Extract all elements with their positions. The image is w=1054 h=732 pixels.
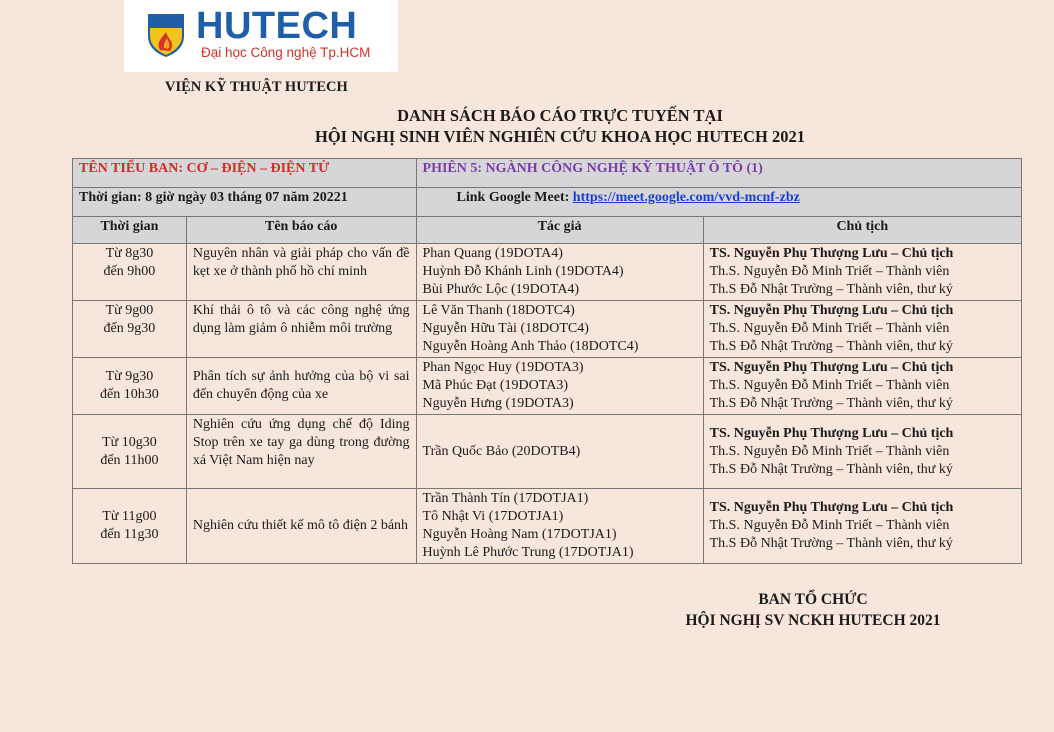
authors — [416, 489, 703, 564]
report-title: Khí thải ô tô và các công nghệ ứng dụng làm giảm ô nhiễm môi trường — [186, 301, 416, 358]
member: Th.S. Nguyễn Đỗ Minh Triết – Thành viên — [709, 321, 950, 336]
organizer-line2: HỘI NGHỊ SV NCKH HUTECH 2021 — [685, 612, 941, 629]
authors — [416, 358, 703, 415]
secretary: Th.S Đỗ Nhật Trường – Thành viên, thư ký — [709, 282, 953, 297]
author: Phan Quang (19DOTA4) — [422, 246, 563, 261]
table-row — [73, 244, 1022, 301]
author: Huỳnh Lê Phước Trung (17DOTJA1) — [422, 545, 634, 560]
report-title: Nghiên cứu thiết kế mô tô điện 2 bánh — [186, 489, 416, 564]
chairs — [703, 489, 1021, 564]
table-row — [73, 489, 1022, 564]
session-time: Thời gian: 8 giờ ngày 03 tháng 07 năm 20221 — [73, 188, 417, 217]
time-end: đến 9h00 — [103, 264, 156, 279]
report-title: Phân tích sự ảnh hưởng của bộ vi sai đến chuyển động của xe — [186, 358, 416, 415]
author: Trần Quốc Bảo (20DOTB4) — [422, 443, 581, 459]
row-time — [73, 415, 187, 489]
schedule-table — [72, 158, 1022, 564]
col-header-title: Tên báo cáo — [186, 217, 416, 244]
secretary: Th.S Đỗ Nhật Trường – Thành viên, thư ký — [709, 461, 953, 477]
chairs — [703, 358, 1021, 415]
row-time — [73, 358, 187, 415]
chairs — [703, 244, 1021, 301]
col-header-authors: Tác giả — [416, 217, 703, 244]
meet-label: Link Google Meet: — [456, 190, 570, 205]
hutech-logo — [124, 0, 398, 72]
session-header-row — [73, 159, 1022, 188]
authors — [416, 415, 703, 489]
time-end: đến 10h30 — [100, 387, 159, 402]
report-title: Nghiên cứu ứng dụng chế độ Iding Stop trên xe tay ga dùng trong đường xá Việt Nam hiện nay — [186, 415, 416, 489]
member: Th.S. Nguyễn Đỗ Minh Triết – Thành viên — [709, 518, 950, 533]
document-title-line2: HỘI NGHỊ SINH VIÊN NGHIÊN CỨU KHOA HỌC HUTECH 2021 — [314, 127, 806, 146]
chair: TS. Nguyễn Phụ Thượng Lưu – Chủ tịch — [709, 246, 954, 261]
time-end: đến 9g30 — [103, 321, 156, 336]
author: Trần Thành Tín (17DOTJA1) — [422, 491, 589, 506]
institute-name: VIỆN KỸ THUẬT HUTECH — [165, 79, 348, 95]
authors — [416, 244, 703, 301]
time-start: Từ 9g00 — [105, 303, 154, 318]
row-time — [73, 301, 187, 358]
chair: TS. Nguyễn Phụ Thượng Lưu – Chủ tịch — [709, 303, 954, 318]
subcommittee-name: TÊN TIỂU BAN: CƠ – ĐIỆN – ĐIỆN TỬ — [73, 159, 417, 188]
member: Th.S. Nguyễn Đỗ Minh Triết – Thành viên — [709, 378, 950, 393]
time-start: Từ 11g00 — [102, 509, 157, 524]
author: Nguyễn Hoàng Anh Thảo (18DOTC4) — [422, 339, 639, 354]
meet-cell — [416, 188, 1021, 217]
column-header-row — [73, 217, 1022, 244]
time-end: đến 11h00 — [100, 452, 159, 468]
secretary: Th.S Đỗ Nhật Trường – Thành viên, thư ký — [709, 536, 953, 551]
col-header-chairs: Chủ tịch — [703, 217, 1021, 244]
time-start: Từ 10g30 — [102, 434, 157, 450]
logo-subtitle: Đại học Công nghệ Tp.HCM — [201, 45, 371, 60]
author: Mã Phúc Đạt (19DOTA3) — [422, 378, 568, 393]
member: Th.S. Nguyễn Đỗ Minh Triết – Thành viên — [709, 443, 950, 459]
secretary: Th.S Đỗ Nhật Trường – Thành viên, thư ký — [709, 339, 953, 354]
chair: TS. Nguyễn Phụ Thượng Lưu – Chủ tịch — [709, 425, 954, 441]
author: Tô Nhật Vi (17DOTJA1) — [422, 509, 564, 524]
time-link-row — [73, 188, 1022, 217]
author: Nguyễn Hữu Tài (18DOTC4) — [422, 321, 589, 336]
report-title: Nguyên nhân và giải pháp cho vấn đề kẹt xe ở thành phố hồ chí minh — [186, 244, 416, 301]
chairs — [703, 301, 1021, 358]
author: Lê Văn Thanh (18DOTC4) — [422, 303, 575, 318]
chair: TS. Nguyễn Phụ Thượng Lưu – Chủ tịch — [709, 500, 954, 515]
author: Nguyễn Hưng (19DOTA3) — [422, 396, 574, 411]
session-name: PHIÊN 5: NGÀNH CÔNG NGHỆ KỸ THUẬT Ô TÔ (1) — [416, 159, 1021, 188]
table-row — [73, 301, 1022, 358]
logo-wordmark: HUTECH — [196, 5, 358, 47]
document-title-line1: DANH SÁCH BÁO CÁO TRỰC TUYẾN TẠI — [397, 106, 723, 125]
secretary: Th.S Đỗ Nhật Trường – Thành viên, thư ký — [709, 396, 953, 411]
author: Bùi Phước Lộc (19DOTA4) — [422, 282, 580, 297]
google-meet-link[interactable]: https://meet.google.com/vvd-mcnf-zbz — [572, 190, 800, 205]
time-end: đến 11g30 — [100, 527, 159, 542]
author: Huỳnh Đỗ Khánh Linh (19DOTA4) — [422, 264, 624, 279]
member: Th.S. Nguyễn Đỗ Minh Triết – Thành viên — [709, 264, 950, 279]
row-time — [73, 489, 187, 564]
chair: TS. Nguyễn Phụ Thượng Lưu – Chủ tịch — [709, 360, 954, 375]
table-row — [73, 415, 1022, 489]
organizer-signature — [653, 589, 973, 631]
shield-logo-icon — [146, 12, 186, 58]
chairs — [703, 415, 1021, 489]
author: Phan Ngọc Huy (19DOTA3) — [422, 360, 584, 375]
table-row — [73, 358, 1022, 415]
time-start: Từ 8g30 — [105, 246, 154, 261]
organizer-line1: BAN TỔ CHỨC — [758, 591, 868, 608]
col-header-time: Thời gian — [73, 217, 187, 244]
author: Nguyễn Hoàng Nam (17DOTJA1) — [422, 527, 617, 542]
row-time — [73, 244, 187, 301]
time-start: Từ 9g30 — [105, 369, 154, 384]
authors — [416, 301, 703, 358]
